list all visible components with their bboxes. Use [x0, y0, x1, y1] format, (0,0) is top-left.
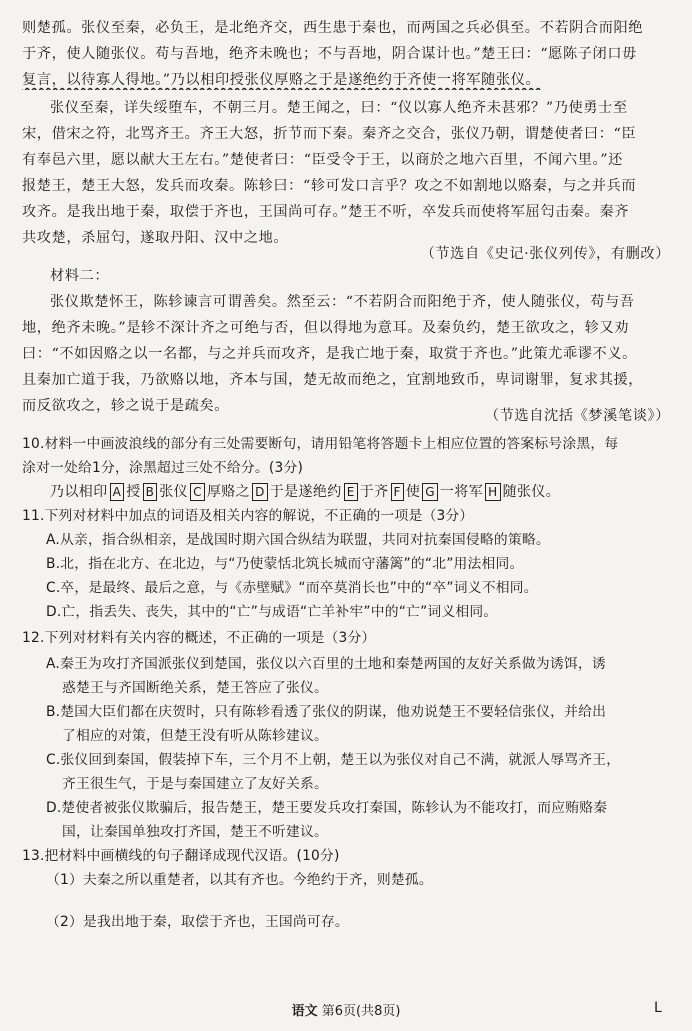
q10-box-d[interactable]: D [252, 483, 268, 501]
q13-item-2: （2）是我出地于秦，取偿于齐也，王国尚可存。 [46, 914, 349, 930]
q10-answer-row [50, 482, 560, 502]
passage1-line-4: 张仪至秦，详失绥堕车，不朝三月。楚王闻之，曰：“仪以寡人绝齐未甚邪？”乃使勇士至 [50, 100, 628, 116]
passage1-line-3: 复言，以待寡人得地。”乃以相印授张仪厚赂之于是遂绝约于齐使一将军随张仪。 [22, 72, 541, 88]
q10-seg-8: 一将军 [439, 484, 484, 500]
q12-option-d-line-1: D.楚使者被张仪欺骗后，报告楚王，楚王要发兵攻打秦国，陈轸认为不能攻打，而应贿赂秦 [46, 800, 608, 816]
q12-option-d-line-2: 国，让秦国单独攻打齐国，楚王不听建议。 [62, 824, 328, 840]
passage1-line-2: 于齐，使人随张仪。苟与吾地，绝齐未晚也；不与吾地，阴合谋计也。”楚王曰：“愿陈子闭口毋 [22, 46, 637, 62]
q10-seg-1: 乃以相印 [50, 484, 108, 500]
q11-stem: 11.下列对材料中加点的词语及相关内容的解说，不正确的一项是（3分） [22, 508, 474, 524]
q12-option-b-line-1: B.楚国大臣们都在庆贺时，只有陈轸看透了张仪的阴谋，他劝说楚王不要轻信张仪，并给出 [46, 704, 607, 720]
q10-seg-9: 随张仪。 [502, 484, 561, 500]
q10-box-h[interactable]: H [485, 483, 500, 501]
passage1-line-8: 攻齐。是我出地于秦，取偿于齐也，王国尚可存。”楚王不听，卒发兵而使将军屈匄击秦。秦齐 [22, 204, 630, 220]
q10-seg-2: 授 [126, 484, 141, 500]
q10-box-c[interactable]: C [190, 483, 205, 501]
q10-box-e[interactable]: E [344, 483, 358, 501]
passage2-line-4: 且秦加亡道于我，乃欲赂以地，齐本与国，楚无故而绝之，宜割地致币，卑词谢罪，复求其援， [22, 372, 644, 388]
q10-box-f[interactable]: F [391, 483, 404, 501]
q12-option-a-line-1: A.秦王为攻打齐国派张仪到楚国，张仪以六百里的土地和秦楚两国的友好关系做为诱饵，诱 [46, 656, 606, 672]
footer-page-number: 第6页(共8页) [321, 1004, 401, 1019]
q10-seg-5: 于是遂绝约 [269, 484, 342, 500]
q12-option-c-line-1: C.张仪回到秦国，假装掉下车，三个月不上朝，楚王以为张仪对自己不满，就派人辱骂齐王， [46, 752, 621, 768]
footer-subject: 语文 [291, 1004, 318, 1019]
q10-box-g[interactable]: G [422, 483, 438, 501]
q10-box-b[interactable]: B [143, 483, 158, 501]
q11-option-b: B.北，指在北方、在北边，与“乃使蒙恬北筑长城而守藩篱”的“北”用法相同。 [46, 556, 524, 572]
q11-option-a: A.从亲，指合纵相亲，是战国时期六国合纵结为联盟，共同对抗秦国侵略的策略。 [46, 532, 550, 548]
q11-option-d: D.亡，指丢失、丧失，其中的“亡”与成语“亡羊补牢”中的“亡”词义相同。 [46, 604, 498, 620]
passage2-line-2: 地，绝齐未晚。”是轸不深计齐之可绝与否，但以得地为意耳。及秦负约，楚王欲攻之，轸又劝 [22, 320, 630, 336]
q13-item-1: （1）夫秦之所以重楚者，以其有齐也。今绝约于齐，则楚孤。 [46, 872, 433, 888]
q10-seg-3: 张仪 [159, 484, 189, 500]
passage1-line-9: 共攻楚，杀屈匄，遂取丹阳、汉中之地。 [22, 230, 289, 246]
passage1-line-7: 报楚王，楚王大怒，发兵而攻秦。陈轸曰：“轸可发口言乎？攻之不如割地以赂秦，与之并兵而 [22, 178, 637, 194]
page-footer [0, 1000, 692, 1019]
passage2-heading: 材料二： [50, 268, 110, 284]
passage2-line-3: 曰：“不如因赂之以一名都，与之并兵而攻齐，是我亡地于秦，取赏于齐也。”此策尤乖谬不义。 [22, 346, 637, 362]
q10-seg-6: 于齐 [359, 484, 389, 500]
q12-option-c-line-2: 齐王很生气，于是与秦国建立了友好关系。 [62, 776, 328, 792]
q12-option-a-line-2: 惑楚王与齐国断绝关系，楚王答应了张仪。 [62, 680, 328, 696]
passage2-line-1: 张仪欺楚怀王，陈轸谏言可谓善矣。然至云：“不若阴合而阳绝于齐，使人随张仪，苟与吾 [50, 294, 635, 310]
passage1-line-5: 宋，借宋之符，北骂齐王。齐王大怒，折节而下秦。秦齐之交合，张仪乃朝，谓楚使者曰：“臣 [22, 126, 637, 142]
footer-corner-mark: L [654, 1000, 662, 1016]
q10-seg-4: 厚赂之 [206, 484, 251, 500]
q10-stem-line-2: 涂对一处给1分，涂黑超过三处不给分。(3分) [22, 460, 304, 476]
passage1-line-6: 有奉邑六里，愿以献大王左右。”楚使者曰：“臣受令于王，以商於之地六百里，不闻六里。”还 [22, 152, 623, 168]
q10-stem-line-1: 10.材料一中画波浪线的部分有三处需要断句，请用铅笔将答题卡上相应位置的答案标号涂黑，每 [22, 436, 619, 452]
passage1-line-1: 则楚孤。张仪至秦，必负王，是北绝齐交，西生患于秦也，而两国之兵必俱至。不若阴合而阳绝 [22, 20, 644, 36]
q11-option-c: C.卒，是最终、最后之意，与《赤壁赋》“而卒莫消长也”中的“卒”词义不相同。 [46, 580, 538, 596]
q10-box-a[interactable]: A [110, 483, 125, 501]
q12-stem: 12.下列对材料有关内容的概述，不正确的一项是（3分） [22, 630, 376, 646]
passage2-source: （节选自沈括《梦溪笔谈》） [484, 408, 670, 424]
passage2-line-5: 而反欲攻之，轸之说于是疏矣。 [22, 398, 230, 414]
q12-option-b-line-2: 了相应的对策，但楚王没有听从陈轸建议。 [62, 728, 328, 744]
q10-seg-7: 使 [405, 484, 421, 500]
q13-stem: 13.把材料中画横线的句子翻译成现代汉语。(10分) [22, 848, 340, 864]
passage1-source: （节选自《史记·张仪列传》，有删改） [420, 246, 670, 262]
